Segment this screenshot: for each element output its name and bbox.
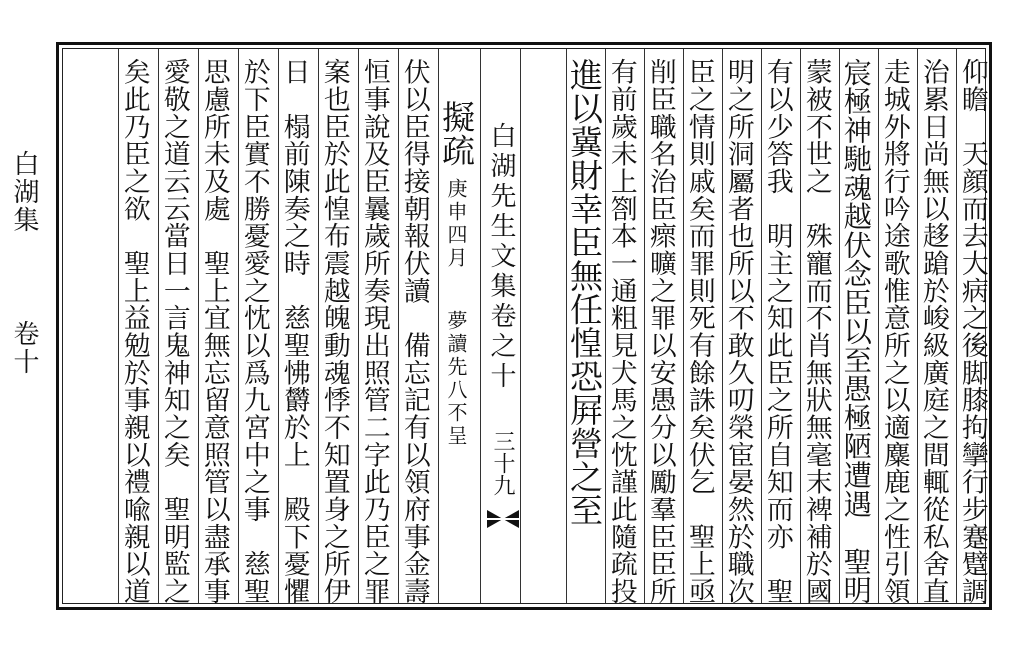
- text-column: 有前歲未上劄本一通粗見犬馬之忱謹此隨疏投: [605, 58, 637, 605]
- text-column: 愛敬之道云云當日一言鬼神知之矣 聖明監之: [158, 58, 190, 605]
- annotation-note: 夢讀先八不呈: [444, 310, 468, 448]
- date-note: 庚申四月: [444, 178, 468, 270]
- text-column: 有以少答我 明主之知此臣之所自知而亦 聖: [761, 58, 793, 605]
- text-column: 進以冀財幸臣無任惶恐屛營之至: [565, 58, 604, 527]
- text-column: 走城外將行吟途歌惟意所之以適麋鹿之性引領: [878, 58, 910, 605]
- text-column: 蒙被不世之 殊寵而不肖無狀無毫末裨補於國: [800, 58, 832, 605]
- volume-label: 卷十: [9, 320, 39, 376]
- text-column: 恒事說及臣曩歲所奏現出照管二字此乃臣之罪: [358, 58, 390, 605]
- center-rule-right: [520, 49, 521, 603]
- text-column: 案也臣於此惶布震越魄動魂悸不知置身之所伊: [318, 58, 350, 605]
- text-column: 臣之情則戚矣而罪則死有餘誅矣伏乞 聖上亟: [683, 58, 715, 605]
- text-column: 仰瞻 天顔而去大病之後脚膝拘攣行步蹇躄調: [956, 58, 988, 605]
- text-column: 日 榻前陳奏之時 慈聖怫欝於上 殿下憂懼: [278, 58, 310, 605]
- text-column: 宸極神馳魂越伏念臣以至愚極陋遭遇 聖明: [839, 58, 873, 605]
- margin-title: [6, 150, 43, 376]
- text-column: 矣此乃臣之欲 聖上益勉於事親以禮喩親以道: [118, 58, 150, 605]
- book-title: 白湖集: [9, 150, 39, 234]
- text-column: 治累日尚無以趍蹌於峻級廣庭之間輒從私舍直: [917, 58, 949, 605]
- fish-tail-mark-icon: [486, 508, 520, 530]
- section-heading: 擬疏: [437, 100, 476, 167]
- center-rule-left: [480, 49, 481, 603]
- text-column: 思慮所未及處 聖上宜無忘留意照管以盡承事: [198, 58, 230, 605]
- text-column: 削臣職名治臣瘝曠之罪以安愚分以勵羣臣臣所: [644, 58, 676, 605]
- collection-title: 白湖先生文集卷之十: [486, 122, 516, 392]
- text-column: 伏以臣得接朝報伏讀 備忘記有以領府事金壽: [398, 58, 430, 605]
- text-column: 明之所洞屬者也所以不敢久叨榮宦晏然於職次: [722, 58, 754, 605]
- text-column: 於下臣實不勝憂愛之忱以爲九宮中之事 慈聖: [238, 58, 270, 605]
- page-number: 三十九: [490, 430, 515, 496]
